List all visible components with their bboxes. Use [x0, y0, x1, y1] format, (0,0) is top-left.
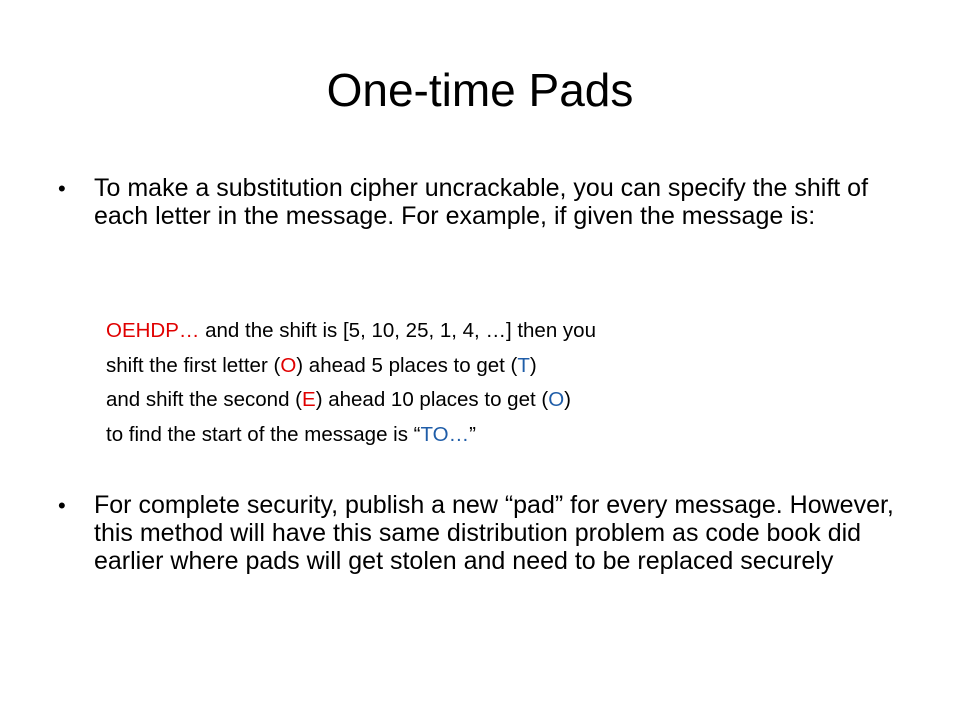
- example-line-2: [106, 349, 886, 384]
- plain-letter: O: [548, 388, 565, 411]
- example-line-4-after: ”: [469, 422, 476, 446]
- bullet-icon: •: [58, 176, 66, 201]
- example-line-2-before: shift the first letter (: [106, 353, 281, 377]
- cipher-example: [106, 314, 886, 452]
- example-line-2-middle: ) ahead 5 places to get (: [296, 353, 518, 377]
- bullet-item-2: [58, 491, 918, 575]
- bullet-icon: •: [58, 493, 66, 518]
- example-line-1: [106, 314, 886, 349]
- slide-title: One-time Pads: [326, 64, 634, 116]
- ciphertext: OEHDP…: [106, 319, 200, 342]
- example-line-3-middle: ) ahead 10 places to get (: [315, 388, 549, 411]
- example-line-4: [106, 418, 886, 453]
- example-line-1-rest: and the shift is [5, 10, 25, 1, 4, …] then you: [199, 319, 596, 342]
- example-line-3: [106, 383, 886, 418]
- cipher-letter: O: [280, 353, 297, 377]
- example-line-4-before: to find the start of the message is “: [106, 422, 421, 446]
- example-line-3-before: and shift the second (: [106, 388, 303, 411]
- bullet-item-1: [58, 174, 918, 230]
- bullet-text-2: For complete security, publish a new “pad” for every message. However, this method will have this same distribution problem as code book did earlier where pads will get stolen and need to be replaced securely: [94, 491, 894, 575]
- example-line-2-after: ): [529, 353, 537, 377]
- plaintext: TO…: [420, 422, 470, 446]
- cipher-letter: E: [302, 388, 316, 411]
- example-line-3-after: ): [564, 388, 571, 411]
- plain-letter: T: [517, 353, 530, 377]
- bullet-text-1: To make a substitution cipher uncrackable, you can specify the shift of each letter in the message. For example, if given the message is:: [94, 174, 869, 230]
